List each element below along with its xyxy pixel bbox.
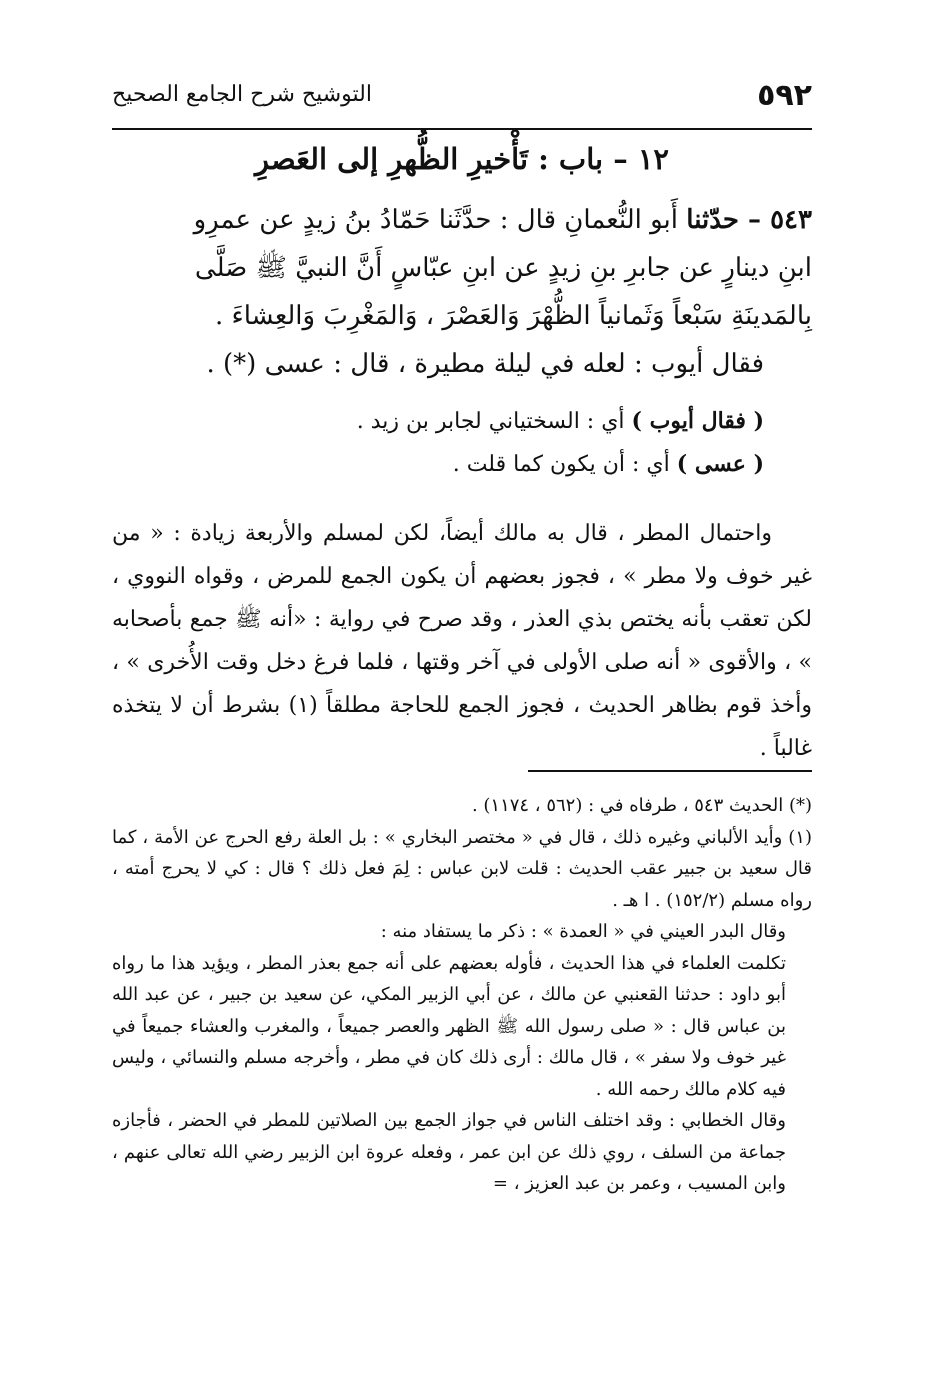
hadith-line-2: ابنِ دينارٍ عن جابرِ بنِ زيدٍ عن ابنِ عبّاسٍ أَنَّ النبيَّ ﷺ صَلَّى	[194, 253, 812, 283]
book-title: التوشيح شرح الجامع الصحيح	[112, 82, 372, 107]
hadith-text	[112, 196, 812, 388]
discussion-text: واحتمال المطر ، قال به مالك أيضاً، لكن لمسلم والأربعة زيادة : « من غير خوف ولا مطر » ، فجوز بعضهم أن يكون الجمع للمرض ، وقواه النووي ، لكن تعقب بأنه يختص بذي العذر ، وقد صرح في رواية : «أنه ﷺ جمع بأصحابه » ، والأقوى « أنه صلى الأولى في آخر وقتها ، فلما فرغ دخل وقت الأُخرى » ، وأخذ قوم بظاهر الحديث ، فجوز الجمع للحاجة مطلقاً (١) بشرط أن لا يتخذه غالباً .	[112, 521, 812, 761]
discussion-paragraph	[112, 512, 812, 770]
hadith-line-3: بِالمَدينَةِ سَبْعاً وَثَمانياً الظُّهْرَ وَالعَصْرَ ، وَالمَغْرِبَ وَالعِشاءَ .	[214, 301, 812, 331]
footnote-1: (١) وأيد الألباني وغيره ذلك ، قال في « مختصر البخاري » : بل العلة رفع الحرج عن الأمة ، كما قال سعيد بن جبير عقب الحديث : قلت لابن عباس : لِمَ فعل ذلك ؟ قال : كي لا يحرج أمته ، رواه مسلم (١٥٢/٢) . ا هـ .	[112, 826, 812, 911]
footnote-1-continued: وقال البدر العيني في « العمدة » : ذكر ما يستفاد منه :	[380, 921, 786, 942]
commentary-item	[112, 400, 812, 443]
footnote-rule	[528, 770, 812, 772]
commentary-term: ( عسى )	[676, 451, 764, 477]
commentary-explanation: أي : السختياني لجابر بن زيد .	[356, 409, 625, 434]
hadith-line-1: أَبو النُّعمانِ قال : حدَّثَنا حَمّادُ بنُ زيدٍ عن عمرِو	[193, 205, 678, 235]
hadith-line	[112, 196, 812, 244]
footnote-1-continued: تكلمت العلماء في هذا الحديث ، فأوله بعضهم على أنه جمع بعذر المطر ، ويؤيد هذا ما رواه أبو داود : حدثنا القعنبي عن مالك ، عن أبي الزبير المكي، عن سعيد بن جبير ، عن عبد الله بن عباس قال : « صلى رسول الله ﷺ الظهر والعصر جميعاً ، والمغرب والعشاء جميعاً في غير خوف ولا سفر » ، قال مالك : أرى ذلك كان في مطر ، وأخرجه مسلم والنسائي ، وليس فيه كلام مالك رحمه الله .	[112, 952, 786, 1100]
hadith-line-4: فقال أيوب : لعله في ليلة مطيرة ، قال : عسى (*) .	[206, 349, 764, 379]
chapter-heading: ١٢ – باب : تَأْخيرِ الظُّهرِ إلى العَصرِ	[255, 142, 669, 176]
footnotes	[112, 790, 812, 1200]
commentary-explanation: أي : أن يكون كما قلت .	[452, 452, 670, 477]
running-header	[112, 78, 812, 124]
page-number: ٥٩٢	[757, 78, 812, 113]
commentary-terms	[112, 400, 812, 486]
commentary-item	[112, 443, 812, 486]
footnote-star: (*) الحديث ٥٤٣ ، طرفاه في : (٥٦٢ ، ١١٧٤) .	[471, 795, 812, 816]
footnote-1-continued: وقال الخطابي : وقد اختلف الناس في جواز الجمع بين الصلاتين للمطر في الحضر ، فأجازه جماعة من السلف ، روي ذلك عن ابن عمر ، وفعله عروة ابن الزبير رضي الله تعالى عنهم ، وابن المسيب ، وعمر بن عبد العزيز ، =	[112, 1110, 786, 1194]
header-rule	[112, 128, 812, 130]
hadith-number: ٥٤٣ – حدّثنا	[686, 205, 812, 235]
commentary-term: ( فقال أيوب )	[631, 408, 764, 434]
